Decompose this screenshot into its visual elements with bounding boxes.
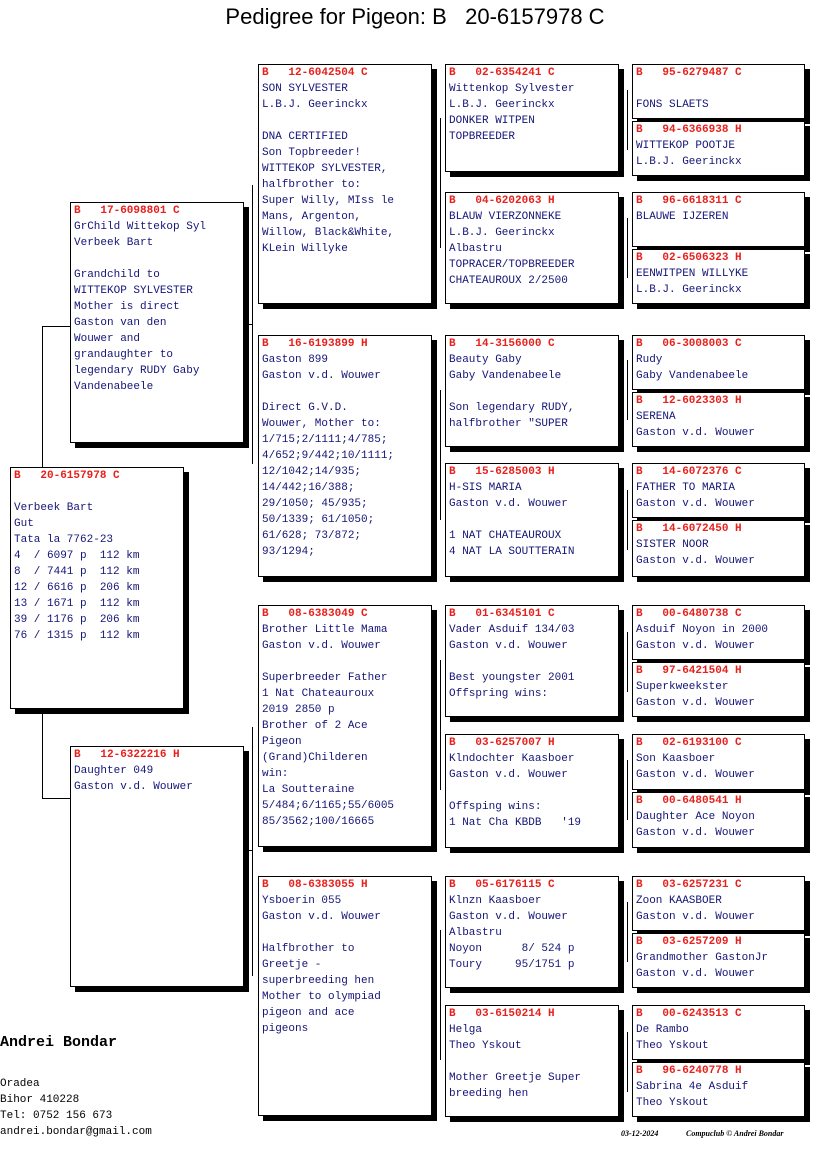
info-line: pigeon and ace [262, 1007, 355, 1019]
info-line: Super Willy, MIss le [262, 195, 395, 207]
info-line [14, 484, 180, 500]
info-line: Pigeon [262, 736, 302, 748]
pigeon-card-gen4 [632, 192, 805, 247]
info-line: Mother to olympiad [262, 991, 381, 1003]
info-line: 39 / 1176 p 206 km [14, 614, 140, 626]
info-line: FATHER TO MARIA [636, 482, 736, 494]
pigeon-card-gen3 [445, 876, 619, 988]
info-line: Greetje - [262, 959, 322, 971]
ring-number: B 95-6279487 C [636, 67, 742, 79]
info-line: Grandmother GastonJr [636, 952, 769, 964]
info-line: 76 / 1315 p 112 km [14, 630, 140, 642]
info-line: Gaby Vandenabeele [449, 370, 562, 382]
pigeon-card-gen4 [632, 335, 805, 390]
info-line: L.B.J. Geerinckx [449, 227, 555, 239]
info-line [449, 1054, 615, 1070]
info-line: La Soutteraine [262, 784, 355, 796]
info-line: De Rambo [636, 1024, 689, 1036]
breeder-address [0, 1076, 152, 1140]
ring-number: B 05-6176115 C [449, 879, 555, 891]
pigeon-card-gen3 [445, 605, 619, 717]
pigeon-card-gen3 [445, 64, 619, 172]
info-line [262, 654, 428, 670]
info-line: 5/484;6/1165;55/6005 [262, 800, 395, 812]
breeder-city: Oradea [0, 1078, 40, 1090]
info-line: Halfbrother to [262, 943, 355, 955]
info-line: GrChild Wittekop Syl [74, 221, 207, 233]
ring-number: B 08-6383049 C [262, 608, 368, 620]
connector-line [627, 360, 628, 420]
info-line: Gaston v.d. Wouwer [636, 498, 755, 510]
credit-text: Compuclub © Andrei Bondar [686, 1129, 784, 1138]
info-line: Asduif Noyon in 2000 [636, 624, 769, 636]
info-line: 1 Nat Cha KBDB '19 [449, 817, 582, 829]
info-line: Offspring wins: [449, 688, 549, 700]
pigeon-card-gen4 [632, 121, 805, 176]
pigeon-card-sire [70, 202, 244, 443]
info-line: Gaston v.d. Wouwer [449, 498, 568, 510]
info-line: Theo Yskout [636, 1097, 709, 1109]
pigeon-card-gen4 [632, 249, 805, 304]
info-line: Sabrina 4e Asduif [636, 1081, 749, 1093]
info-line: TOPRACER/TOPBREEDER [449, 259, 575, 271]
info-line: Gaby Vandenabeele [636, 370, 749, 382]
info-line: L.B.J. Geerinckx [262, 99, 368, 111]
pigeon-card-subject [10, 467, 184, 709]
info-line: Theo Yskout [449, 1040, 522, 1052]
connector-line [42, 709, 43, 798]
ring-number: B 17-6098801 C [74, 205, 180, 217]
info-line: Zoon KAASBOER [636, 895, 722, 907]
ring-number: B 97-6421504 H [636, 665, 742, 677]
connector-line [627, 760, 628, 820]
info-line: Gaston v.d. Wouwer [636, 911, 755, 923]
ring-number: B 20-6157978 C [14, 470, 120, 482]
ring-number: B 03-6257007 H [449, 737, 555, 749]
info-line: halfbrother "SUPER [449, 418, 568, 430]
connector-line [627, 218, 628, 278]
info-line: SERENA [636, 411, 676, 423]
info-line: Gaston v.d. Wouwer [636, 769, 755, 781]
info-line: Toury 95/1751 p [449, 959, 575, 971]
ring-number: B 04-6202063 H [449, 195, 555, 207]
info-line: Gaston v.d. Wouwer [262, 911, 381, 923]
connector-line [440, 390, 441, 520]
info-line: L.B.J. Geerinckx [636, 156, 742, 168]
info-line: Grandchild to [74, 269, 160, 281]
info-line: BLAUW VIERZONNEKE [449, 211, 562, 223]
pigeon-card-gen4 [632, 734, 805, 790]
info-line: Albastru [449, 243, 502, 255]
info-line: Gaston v.d. Wouwer [449, 769, 568, 781]
info-line: Rudy [636, 354, 663, 366]
info-line: 14/442;16/388; [262, 482, 355, 494]
info-line: BLAUWE IJZEREN [636, 211, 729, 223]
info-line: Vader Asduif 134/03 [449, 624, 575, 636]
pigeon-card-gen4 [632, 1062, 805, 1117]
info-line: Albastru [449, 927, 502, 939]
info-line: (Grand)Childeren [262, 752, 368, 764]
info-line: Theo Yskout [636, 1040, 709, 1052]
info-line [449, 654, 615, 670]
info-line [636, 81, 801, 97]
breeder-email: andrei.bondar@gmail.com [0, 1126, 152, 1138]
info-line: Gaston v.d. Wouwer [636, 827, 755, 839]
info-line: Mother Greetje Super [449, 1072, 582, 1084]
ring-number: B 96-6240778 H [636, 1065, 742, 1077]
info-line: 8 / 7441 p 112 km [14, 566, 140, 578]
pigeon-card-gen2 [258, 335, 432, 577]
ring-number: B 00-6480541 H [636, 795, 742, 807]
pigeon-card-gen2 [258, 605, 432, 847]
connector-line [627, 902, 628, 962]
info-line: 50/1339; 61/1050; [262, 514, 375, 526]
info-line [262, 925, 428, 941]
info-line: Gaston v.d. Wouwer [636, 697, 755, 709]
pigeon-card-gen4 [632, 64, 805, 119]
info-line: H-SIS MARIA [449, 482, 522, 494]
ring-number: B 96-6618311 C [636, 195, 742, 207]
pigeon-card-gen2 [258, 64, 432, 304]
info-line: WITTEKOP SYLVESTER, [262, 163, 388, 175]
info-line: Son Topbreeder! [262, 147, 362, 159]
ring-number: B 12-6023303 H [636, 395, 742, 407]
connector-line [627, 632, 628, 692]
pigeon-card-gen4 [632, 662, 805, 717]
info-line: Gaston v.d. Wouwer [636, 968, 755, 980]
breeder-phone: Tel: 0752 156 673 [0, 1110, 113, 1122]
print-date: 03-12-2024 [621, 1129, 659, 1138]
ring-number: B 16-6193899 H [262, 338, 368, 350]
info-line: 93/1294; [262, 546, 315, 558]
ring-number: B 14-3156000 C [449, 338, 555, 350]
info-line: Superbreeder Father [262, 672, 388, 684]
info-line: DONKER WITPEN [449, 115, 535, 127]
pigeon-card-gen3 [445, 335, 619, 447]
info-line: Daughter 049 [74, 765, 154, 777]
info-line: Willow, Black&White, [262, 227, 395, 239]
info-line: 1 NAT CHATEAUROUX [449, 530, 562, 542]
info-line: Tata la 7762-23 [14, 534, 114, 546]
info-line: Noyon 8/ 524 p [449, 943, 575, 955]
info-line: Vandenabeele [74, 381, 154, 393]
info-line: Gaston 899 [262, 354, 329, 366]
connector-line [440, 930, 441, 1060]
ring-number: B 12-6042504 C [262, 67, 368, 79]
info-line: Offsping wins: [449, 801, 542, 813]
info-line: 61/628; 73/872; [262, 530, 362, 542]
ring-number: B 00-6480738 C [636, 608, 742, 620]
info-line: Wouwer, Mother to: [262, 418, 381, 430]
pigeon-card-gen4 [632, 520, 805, 577]
pigeon-card-gen4 [632, 933, 805, 988]
info-line: 12/1042;14/935; [262, 466, 362, 478]
info-line: Wittenkop Sylvester [449, 83, 575, 95]
info-line: Brother Little Mama [262, 624, 388, 636]
info-line: Klndochter Kaasboer [449, 753, 575, 765]
ring-number: B 03-6257231 C [636, 879, 742, 891]
ring-number: B 01-6345101 C [449, 608, 555, 620]
breeder-region: Bihor 410228 [0, 1094, 80, 1106]
info-line: TOPBREEDER [449, 131, 516, 143]
info-line: Gaston v.d. Wouwer [636, 555, 755, 567]
info-line: 4 NAT LA SOUTTERAIN [449, 546, 575, 558]
info-line: Klnzn Kaasboer [449, 895, 542, 907]
info-line: Brother of 2 Ace [262, 720, 368, 732]
pigeon-card-gen3 [445, 734, 619, 848]
ring-number: B 06-3008003 C [636, 338, 742, 350]
info-line: Direct G.V.D. [262, 402, 348, 414]
info-line: Beauty Gaby [449, 354, 522, 366]
ring-number: B 02-6506323 H [636, 252, 742, 264]
info-line: SON SYLVESTER [262, 83, 348, 95]
info-line: Helga [449, 1024, 483, 1036]
info-line: Verbeek Bart [74, 237, 154, 249]
connector-line [244, 850, 253, 851]
info-line: Gaston v.d. Wouwer [636, 640, 755, 652]
info-line: 85/3562;100/16665 [262, 816, 375, 828]
info-line: Superkweekster [636, 681, 729, 693]
info-line: 1 Nat Chateauroux [262, 688, 375, 700]
pigeon-card-gen4 [632, 1005, 805, 1060]
info-line: Gaston v.d. Wouwer [74, 781, 193, 793]
info-line: DNA CERTIFIED [262, 131, 348, 143]
ring-number: B 03-6257209 H [636, 936, 742, 948]
info-line: Daughter Ace Noyon [636, 811, 755, 823]
info-line: Ysboerin 055 [262, 895, 342, 907]
info-line: EENWITPEN WILLYKE [636, 268, 749, 280]
connector-line [42, 326, 70, 327]
pigeon-card-gen4 [632, 605, 805, 660]
info-line [449, 512, 615, 528]
connector-line [627, 90, 628, 150]
info-line: 13 / 1671 p 112 km [14, 598, 140, 610]
info-line: FONS SLAETS [636, 99, 709, 111]
pigeon-card-gen3 [445, 463, 619, 577]
connector-line [244, 324, 253, 325]
info-line: breeding hen [449, 1088, 529, 1100]
info-line: Best youngster 2001 [449, 672, 575, 684]
connector-line [627, 1032, 628, 1092]
connector-line [42, 326, 43, 469]
pigeon-card-dam [70, 746, 244, 987]
info-line: KLein Willyke [262, 243, 348, 255]
ring-number: B 00-6243513 C [636, 1008, 742, 1020]
ring-number: B 02-6193100 C [636, 737, 742, 749]
info-line: WITTEKOP POOTJE [636, 140, 736, 152]
info-line: Son Kaasboer [636, 753, 716, 765]
connector-line [252, 727, 253, 976]
pigeon-card-gen3 [445, 1005, 619, 1117]
ring-number: B 02-6354241 C [449, 67, 555, 79]
page-title: Pedigree for Pigeon: B 20-6157978 C [225, 4, 605, 29]
info-line [74, 251, 240, 267]
info-line: Gaston v.d. Wouwer [449, 640, 568, 652]
info-line: Gaston van den [74, 317, 167, 329]
info-line: superbreeding hen [262, 975, 375, 987]
info-line: 1/715;2/1111;4/785; [262, 434, 388, 446]
info-line: 12 / 6616 p 206 km [14, 582, 140, 594]
connector-line [42, 798, 70, 799]
info-line: win: [262, 768, 289, 780]
info-line: Wouwer and [74, 333, 141, 345]
ring-number: B 03-6150214 H [449, 1008, 555, 1020]
info-line: Gaston v.d. Wouwer [262, 370, 381, 382]
connector-line [627, 490, 628, 550]
info-line: grandaughter to [74, 349, 174, 361]
info-line: 2019 2850 p [262, 704, 335, 716]
pigeon-card-gen3 [445, 192, 619, 304]
ring-number: B 08-6383055 H [262, 879, 368, 891]
info-line: Son legendary RUDY, [449, 402, 575, 414]
pigeon-card-gen2 [258, 876, 432, 1116]
info-line: 4 / 6097 p 112 km [14, 550, 140, 562]
pigeon-card-gen4 [632, 463, 805, 518]
ring-number: B 15-6285003 H [449, 466, 555, 478]
info-line: CHATEAUROUX 2/2500 [449, 275, 568, 287]
info-line: Gaston v.d. Wouwer [636, 427, 755, 439]
info-line: Gut [14, 518, 34, 530]
info-line: 29/1050; 45/935; [262, 498, 368, 510]
pigeon-card-gen4 [632, 392, 805, 447]
ring-number: B 14-6072450 H [636, 523, 742, 535]
pigeon-card-gen4 [632, 792, 805, 848]
info-line: Gaston v.d. Wouwer [262, 640, 381, 652]
info-line: Gaston v.d. Wouwer [449, 911, 568, 923]
breeder-name: Andrei Bondar [0, 1034, 118, 1051]
ring-number: B 14-6072376 C [636, 466, 742, 478]
info-line: halfbrother to: [262, 179, 362, 191]
info-line: Mans, Argenton, [262, 211, 362, 223]
ring-number: B 94-6366938 H [636, 124, 742, 136]
info-line: pigeons [262, 1023, 309, 1035]
info-line: L.B.J. Geerinckx [449, 99, 555, 111]
info-line: Verbeek Bart [14, 502, 94, 514]
info-line: L.B.J. Geerinckx [636, 284, 742, 296]
info-line: Mother is direct [74, 301, 180, 313]
info-line [449, 783, 615, 799]
info-line [262, 384, 428, 400]
pigeon-card-gen4 [632, 876, 805, 931]
info-line: legendary RUDY Gaby [74, 365, 200, 377]
info-line [262, 113, 428, 129]
ring-number: B 12-6322216 H [74, 749, 180, 761]
connector-line [440, 660, 441, 790]
info-line: SISTER NOOR [636, 539, 709, 551]
connector-line [440, 118, 441, 248]
info-line: WITTEKOP SYLVESTER [74, 285, 193, 297]
info-line [449, 384, 615, 400]
info-line: 4/652;9/442;10/1111; [262, 450, 395, 462]
